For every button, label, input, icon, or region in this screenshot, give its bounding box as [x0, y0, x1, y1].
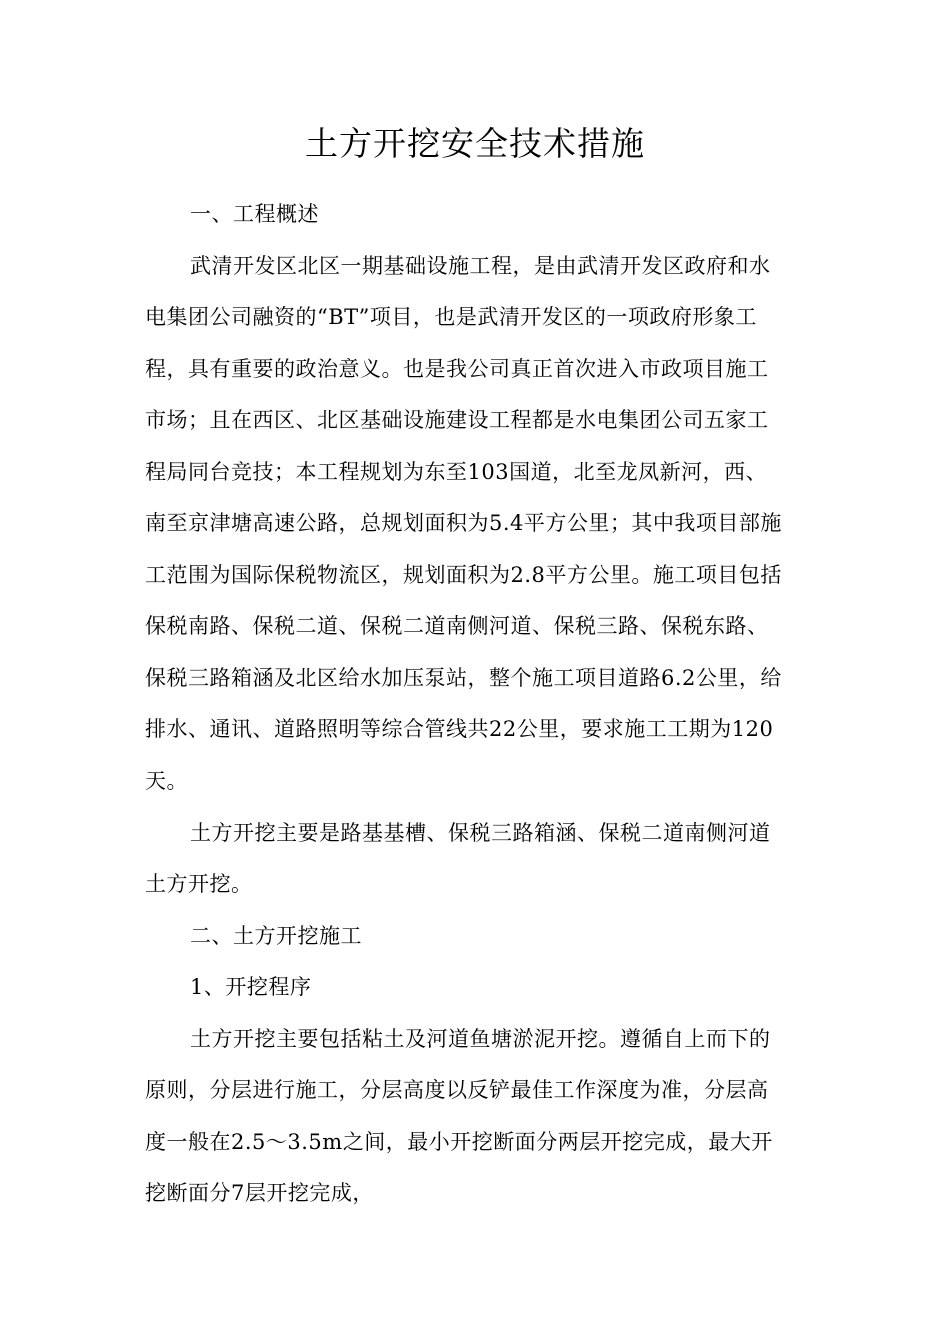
paragraph-line: 程，具有重要的政治意义。也是我公司真正首次进入市政项目施工 [145, 357, 769, 381]
document-title: 土方开挖安全技术措施 [305, 124, 645, 163]
paragraph-line: 度一般在2.5～3.5m之间，最小开挖断面分两层开挖完成，最大开 [145, 1130, 773, 1154]
paragraph-line: 保税三路箱涵及北区给水加压泵站，整个施工项目道路6.2公里，给 [145, 666, 782, 690]
paragraph-line: 武清开发区北区一期基础设施工程，是由武清开发区政府和水 [190, 254, 771, 278]
paragraph-line: 工范围为国际保税物流区，规划面积为2.8平方公里。施工项目包括 [145, 563, 782, 587]
paragraph-line: 土方开挖。 [145, 872, 253, 896]
paragraph-line: 天。 [145, 769, 188, 793]
paragraph-line: 原则，分层进行施工，分层高度以反铲最佳工作深度为准，分层高 [145, 1078, 769, 1102]
paragraph-line: 保税南路、保税二道、保税二道南侧河道、保税三路、保税东路、 [145, 614, 769, 638]
paragraph-line: 南至京津塘高速公路，总规划面积为5.4平方公里；其中我项目部施 [145, 511, 782, 535]
section-heading: 二、土方开挖施工 [190, 924, 362, 948]
paragraph-line: 排水、通讯、道路照明等综合管线共22公里，要求施工工期为120 [145, 717, 774, 741]
paragraph-line: 土方开挖主要包括粘土及河道鱼塘淤泥开挖。遵循自上而下的 [190, 1027, 771, 1051]
paragraph-line: 挖断面分7层开挖完成， [145, 1181, 374, 1205]
paragraph-line: 电集团公司融资的“BT”项目，也是武清开发区的一项政府形象工 [145, 305, 757, 329]
paragraph-line: 市场；且在西区、北区基础设施建设工程都是水电集团公司五家工 [145, 408, 769, 432]
paragraph-line: 程局同台竞技；本工程规划为东至103国道，北至龙凤新河，西、 [145, 460, 768, 484]
subsection-heading: 1、开挖程序 [190, 975, 312, 999]
paragraph-line: 土方开挖主要是路基基槽、保税三路箱涵、保税二道南侧河道 [190, 821, 771, 845]
section-heading: 一、工程概述 [190, 202, 319, 226]
